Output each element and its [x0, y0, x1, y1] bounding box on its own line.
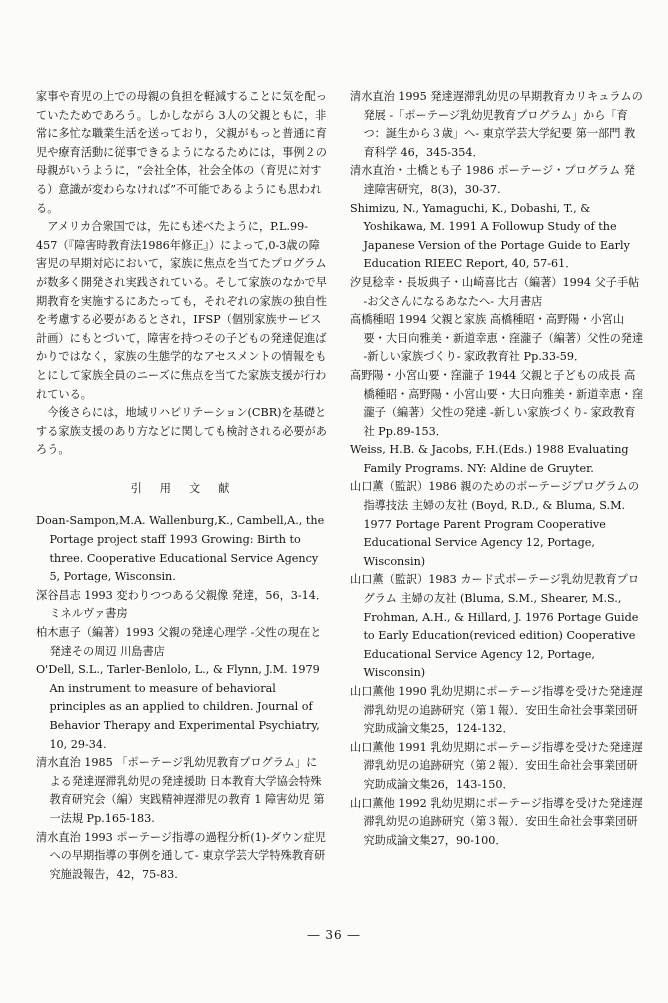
reference-entry: 山口薫他 1990 乳幼児期にポーテージ指導を受けた発達遅滞乳幼児の追跡研究（第１報）．安田生命社会事業団研究助成論文集25，124-132． — [350, 685, 643, 736]
reference-entry: Doan-Sampon,M.A. Wallenburg,K., Cambell,A., the Portage project staff 1993 Growing: Birth to three. Cooperative Educational Service Agency 5, Portage, Wisconsin. — [36, 514, 325, 584]
reference-entry: 山口薫（監訳）1986 親のためのポーテージプログラムの指導技法 主婦の友社 (Boyd, R.D., & Bluma, S.M. 1977 Portage Parent Program Cooperative Educational Service Agency 12, Portage, Wisconsin) — [350, 480, 640, 568]
reference-entry: Shimizu, N., Yamaguchi, K., Dobashi, T., & Yoshikawa, M. 1991 A Followup Study of the Japanese Version of the Portage Guide to Early Education RIEEC Report, 40, 57-61． — [350, 201, 630, 271]
reference-entry: 高橋種昭 1994 父親と家族 高橋種昭・高野陽・小宮山要・大日向雅美・新道幸恵・窪瀧子（編著）父性の発達 -新しい家族づくり- 家政教育社 Pp.33-59． — [350, 313, 644, 364]
reference-entry: 清水直治・土橋とも子 1986 ポーテージ・プログラム 発達障害研究，8(3)，30-37. — [350, 164, 635, 196]
reference-entry: O'Dell, S.L., Tarler-Benlolo, L., & Flynn, J.M. 1979 An instrument to measure of behavioral principles as an applied to children. Journal of Behavior Therapy and Experimental Psychiatry, 10, 29-34. — [36, 663, 320, 751]
reference-entry: 清水直治 1985 「ポーテージ乳幼児教育プログラム」による発達遅滞乳幼児の発達援助 日本教育大学協会特殊教育研究会（編）実践精神遅滞児の教育 1 障害幼児 第一法規 Pp.165-183. — [36, 756, 325, 825]
body-paragraph: 家事や育児の上での母親の負担を軽減することに気を配っていたためであろう。しかしながら 3人の父親ともに，非常に多忙な職業生活を送っており，父親がもっと普通に育児や療育活動に従事できるようになるためには，事例２の母親がいうように，“会社全体，社会全体の（育児に対する）意識が変わらなければ”不可能であるようにも思われる。 — [36, 90, 327, 215]
reference-entry: 汐見稔幸・長坂典子・山崎喜比古（編著）1994 父子手帖 -お父さんになるあなたへ- 大月書店 — [350, 275, 640, 308]
reference-entry: 清水直治 1995 発達遅滞乳幼児の早期教育カリキュラムの発展 -「ポーテージ乳幼児教育プログラム」から「育つ：誕生から３歳」へ- 東京学芸大学紀要 第一部門 教育科学 46，345-354． — [350, 90, 643, 159]
reference-entry: 山口薫他 1992 乳幼児期にポーテージ指導を受けた発達遅滞乳幼児の追跡研究（第３報）．安田生命社会事業団研究助成論文集27，90-100． — [350, 796, 643, 847]
reference-entry: Weiss, H.B. & Jacobs, F.H.(Eds.) 1988 Evaluating Family Programs. NY: Aldine de Gruyter. — [350, 443, 629, 475]
page-number: ― 36 ― — [307, 928, 361, 942]
references-heading: 引用文献 — [130, 481, 248, 495]
body-paragraph: 今後さらには，地域リハビリテーション(CBR)を基礎とする家族支援のあり方などに関しても検討される必要があろう。 — [36, 406, 327, 457]
reference-entry: 柏木恵子（編著）1993 父親の発達心理学 -父性の現在と発達その周辺 川島書店 — [36, 626, 322, 658]
reference-entry: 山口薫他 1991 乳幼児期にポーテージ指導を受けた発達遅滞乳幼児の追跡研究（第２報）．安田生命社会事業団研究助成論文集26，143-150． — [350, 740, 643, 791]
body-paragraph: アメリカ合衆国では，先にも述べたように，P.L.99-457（『障害時教育法1986年修正』）によって,0-3歳の障害児の早期対応において，家族に焦点を当てたプログラムが数多く開発され実践されている。そして家族のなかで早期教育を実施するにあたっても，それぞれの家族の独自性を考慮する必要があるとされ，IFSP（個別家族サービス計画）にもとづいて，障害を持つその子どもの発達促進ばかりではなく，家族の生態学的なアセスメントの情報をもとにして家族全員のニーズに焦点を当てた家族支援が行われている。 — [36, 220, 327, 401]
reference-entry: 清水直治 1993 ポーテージ指導の過程分析(1)-ダウン症児への早期指導の事例を通して- 東京学芸大学特殊教育研究施設報告，42，75-83. — [36, 830, 326, 881]
left-column — [36, 88, 328, 884]
reference-entry: 高野陽・小宮山要・窪瀧子 1944 父親と子どもの成長 高橋種昭・高野陽・小宮山要・大日向雅美・新道幸恵・窪瀧子（編著）父性の発達 -新しい家族づくり- 家政教育社 Pp.89-153． — [350, 368, 644, 438]
reference-entry: 山口薫（監訳）1983 カード式ポーテージ乳幼児教育プログラム 主婦の友社 (Bluma, S.M., Shearer, M.S., Frohman, A.H., & Hillard, J. 1976 Portage Guide to Early Education(reviced edition) Cooperative Educational Service Agency 12, Portage, Wisconsin) — [350, 573, 640, 680]
reference-entry: 深谷昌志 1993 変わりつつある父親像 発達，56，3-14．ミネルヴァ書房 — [36, 588, 328, 621]
right-column — [350, 88, 644, 850]
